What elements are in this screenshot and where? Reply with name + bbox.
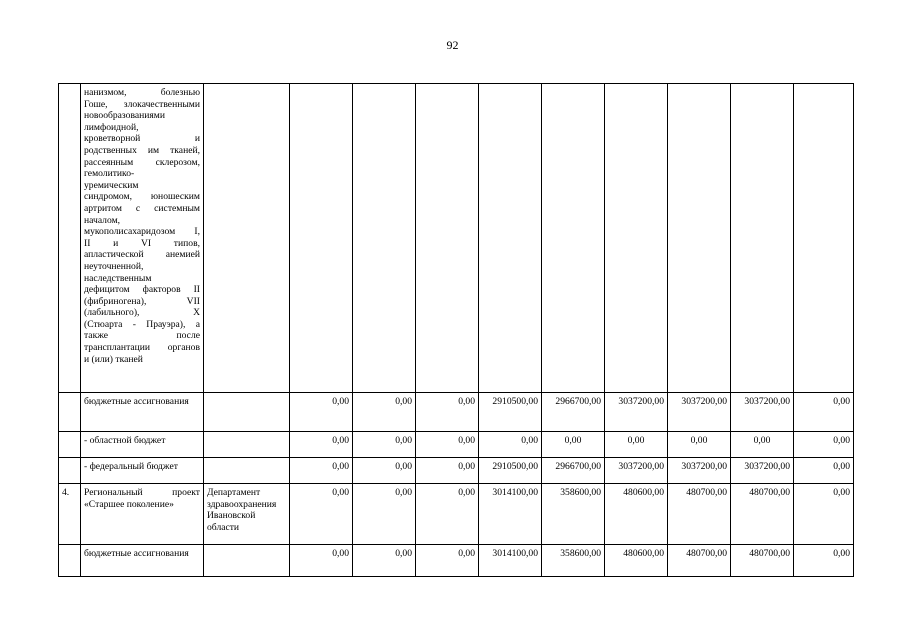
description-line: Гоше, злокачественными bbox=[84, 98, 200, 110]
value-cell bbox=[290, 84, 353, 393]
value-cell: 0,00 bbox=[416, 432, 479, 458]
value-cell bbox=[731, 84, 794, 393]
value-cell: 0,00 bbox=[353, 432, 416, 458]
description-line: также после bbox=[84, 330, 200, 342]
description-line: дефицитом факторов II bbox=[84, 284, 200, 296]
value-cell: 0,00 bbox=[794, 393, 854, 432]
description-cell bbox=[81, 84, 204, 393]
description-line: неуточненной, bbox=[84, 260, 144, 272]
value-cell: 0,00 bbox=[290, 545, 353, 577]
value-cell bbox=[416, 84, 479, 393]
value-cell: 0,00 bbox=[416, 458, 479, 484]
value-cell: 0,00 bbox=[794, 545, 854, 577]
description-line: наследственным bbox=[84, 272, 152, 284]
index-cell bbox=[59, 458, 81, 484]
description-line: уремическим bbox=[84, 179, 139, 191]
value-cell: 3037200,00 bbox=[731, 393, 794, 432]
value-cell: 0,00 bbox=[542, 432, 605, 458]
value-cell: 358600,00 bbox=[542, 545, 605, 577]
value-cell: 3014100,00 bbox=[479, 545, 542, 577]
description-line: мукополисахаридозом I, bbox=[84, 226, 200, 238]
row-name-cell: бюджетные ассигнования bbox=[81, 393, 204, 432]
index-cell bbox=[59, 393, 81, 432]
value-cell bbox=[794, 84, 854, 393]
index-cell bbox=[59, 432, 81, 458]
description-line: II и VI типов, bbox=[84, 237, 200, 249]
value-cell: 480600,00 bbox=[605, 484, 668, 545]
description-line: синдромом, юношеским bbox=[84, 191, 200, 203]
description-line: рассеянным склерозом, bbox=[84, 156, 200, 168]
value-cell: 3037200,00 bbox=[731, 458, 794, 484]
value-cell bbox=[479, 84, 542, 393]
description-line: (лабильного), X bbox=[84, 307, 200, 319]
value-cell: 0,00 bbox=[416, 484, 479, 545]
index-cell bbox=[59, 545, 81, 577]
value-cell: 0,00 bbox=[290, 458, 353, 484]
value-cell: 0,00 bbox=[668, 432, 731, 458]
row-name-cell: бюджетные ассигнования bbox=[81, 545, 204, 577]
description-line: трансплантации органов bbox=[84, 342, 200, 354]
value-cell: 3037200,00 bbox=[605, 458, 668, 484]
table-row bbox=[59, 484, 854, 545]
value-cell: 2966700,00 bbox=[542, 458, 605, 484]
description-line: родственных им тканей, bbox=[84, 144, 200, 156]
row-name-cell: - федеральный бюджет bbox=[81, 458, 204, 484]
description-line: гемолитико- bbox=[84, 168, 135, 180]
description-line: апластической анемией bbox=[84, 249, 200, 261]
table-row bbox=[59, 545, 854, 577]
description-line: новообразованиями bbox=[84, 110, 166, 122]
value-cell: 0,00 bbox=[353, 393, 416, 432]
value-cell: 2966700,00 bbox=[542, 393, 605, 432]
executor-cell bbox=[204, 545, 290, 577]
description-line: лимфоидной, bbox=[84, 121, 139, 133]
value-cell: 0,00 bbox=[290, 393, 353, 432]
value-cell: 0,00 bbox=[794, 432, 854, 458]
value-cell bbox=[542, 84, 605, 393]
value-cell bbox=[605, 84, 668, 393]
row-name-cell: - областной бюджет bbox=[81, 432, 204, 458]
value-cell: 3037200,00 bbox=[668, 458, 731, 484]
description-line: артритом с системным bbox=[84, 202, 200, 214]
value-cell: 0,00 bbox=[290, 432, 353, 458]
value-cell: 480700,00 bbox=[668, 545, 731, 577]
value-cell: 3037200,00 bbox=[668, 393, 731, 432]
value-cell: 0,00 bbox=[290, 484, 353, 545]
index-cell: 4. bbox=[59, 484, 81, 545]
value-cell: 0,00 bbox=[731, 432, 794, 458]
description-line: началом, bbox=[84, 214, 121, 226]
table-row bbox=[59, 432, 854, 458]
value-cell: 480700,00 bbox=[731, 545, 794, 577]
value-cell: 0,00 bbox=[605, 432, 668, 458]
executor-cell: Департамент здравоохранения Ивановской области bbox=[204, 484, 290, 545]
executor-cell bbox=[204, 432, 290, 458]
description-line: (Стюарта - Прауэра), а bbox=[84, 318, 200, 330]
value-cell: 480600,00 bbox=[605, 545, 668, 577]
value-cell: 0,00 bbox=[353, 458, 416, 484]
value-cell: 0,00 bbox=[353, 484, 416, 545]
value-cell: 480700,00 bbox=[668, 484, 731, 545]
value-cell: 0,00 bbox=[353, 545, 416, 577]
value-cell: 3014100,00 bbox=[479, 484, 542, 545]
value-cell: 0,00 bbox=[416, 545, 479, 577]
value-cell: 480700,00 bbox=[731, 484, 794, 545]
value-cell: 358600,00 bbox=[542, 484, 605, 545]
value-cell: 0,00 bbox=[416, 393, 479, 432]
description-line: кроветворной и bbox=[84, 133, 200, 145]
table-row bbox=[59, 84, 854, 393]
description-line: и (или) тканей bbox=[84, 353, 143, 365]
project-name-cell: Региональный проект «Старшее поколение» bbox=[81, 484, 204, 545]
index-cell bbox=[59, 84, 81, 393]
description-line: (фибриногена), VII bbox=[84, 295, 200, 307]
value-cell: 0,00 bbox=[794, 458, 854, 484]
value-cell: 2910500,00 bbox=[479, 458, 542, 484]
value-cell: 0,00 bbox=[794, 484, 854, 545]
value-cell: 0,00 bbox=[479, 432, 542, 458]
budget-table bbox=[58, 83, 854, 577]
executor-cell bbox=[204, 393, 290, 432]
executor-cell bbox=[204, 84, 290, 393]
value-cell bbox=[353, 84, 416, 393]
executor-cell bbox=[204, 458, 290, 484]
description-line: нанизмом, болезнью bbox=[84, 87, 200, 98]
value-cell: 2910500,00 bbox=[479, 393, 542, 432]
value-cell: 3037200,00 bbox=[605, 393, 668, 432]
value-cell bbox=[668, 84, 731, 393]
table-row bbox=[59, 393, 854, 432]
page-number: 92 bbox=[446, 38, 459, 52]
table-row bbox=[59, 458, 854, 484]
